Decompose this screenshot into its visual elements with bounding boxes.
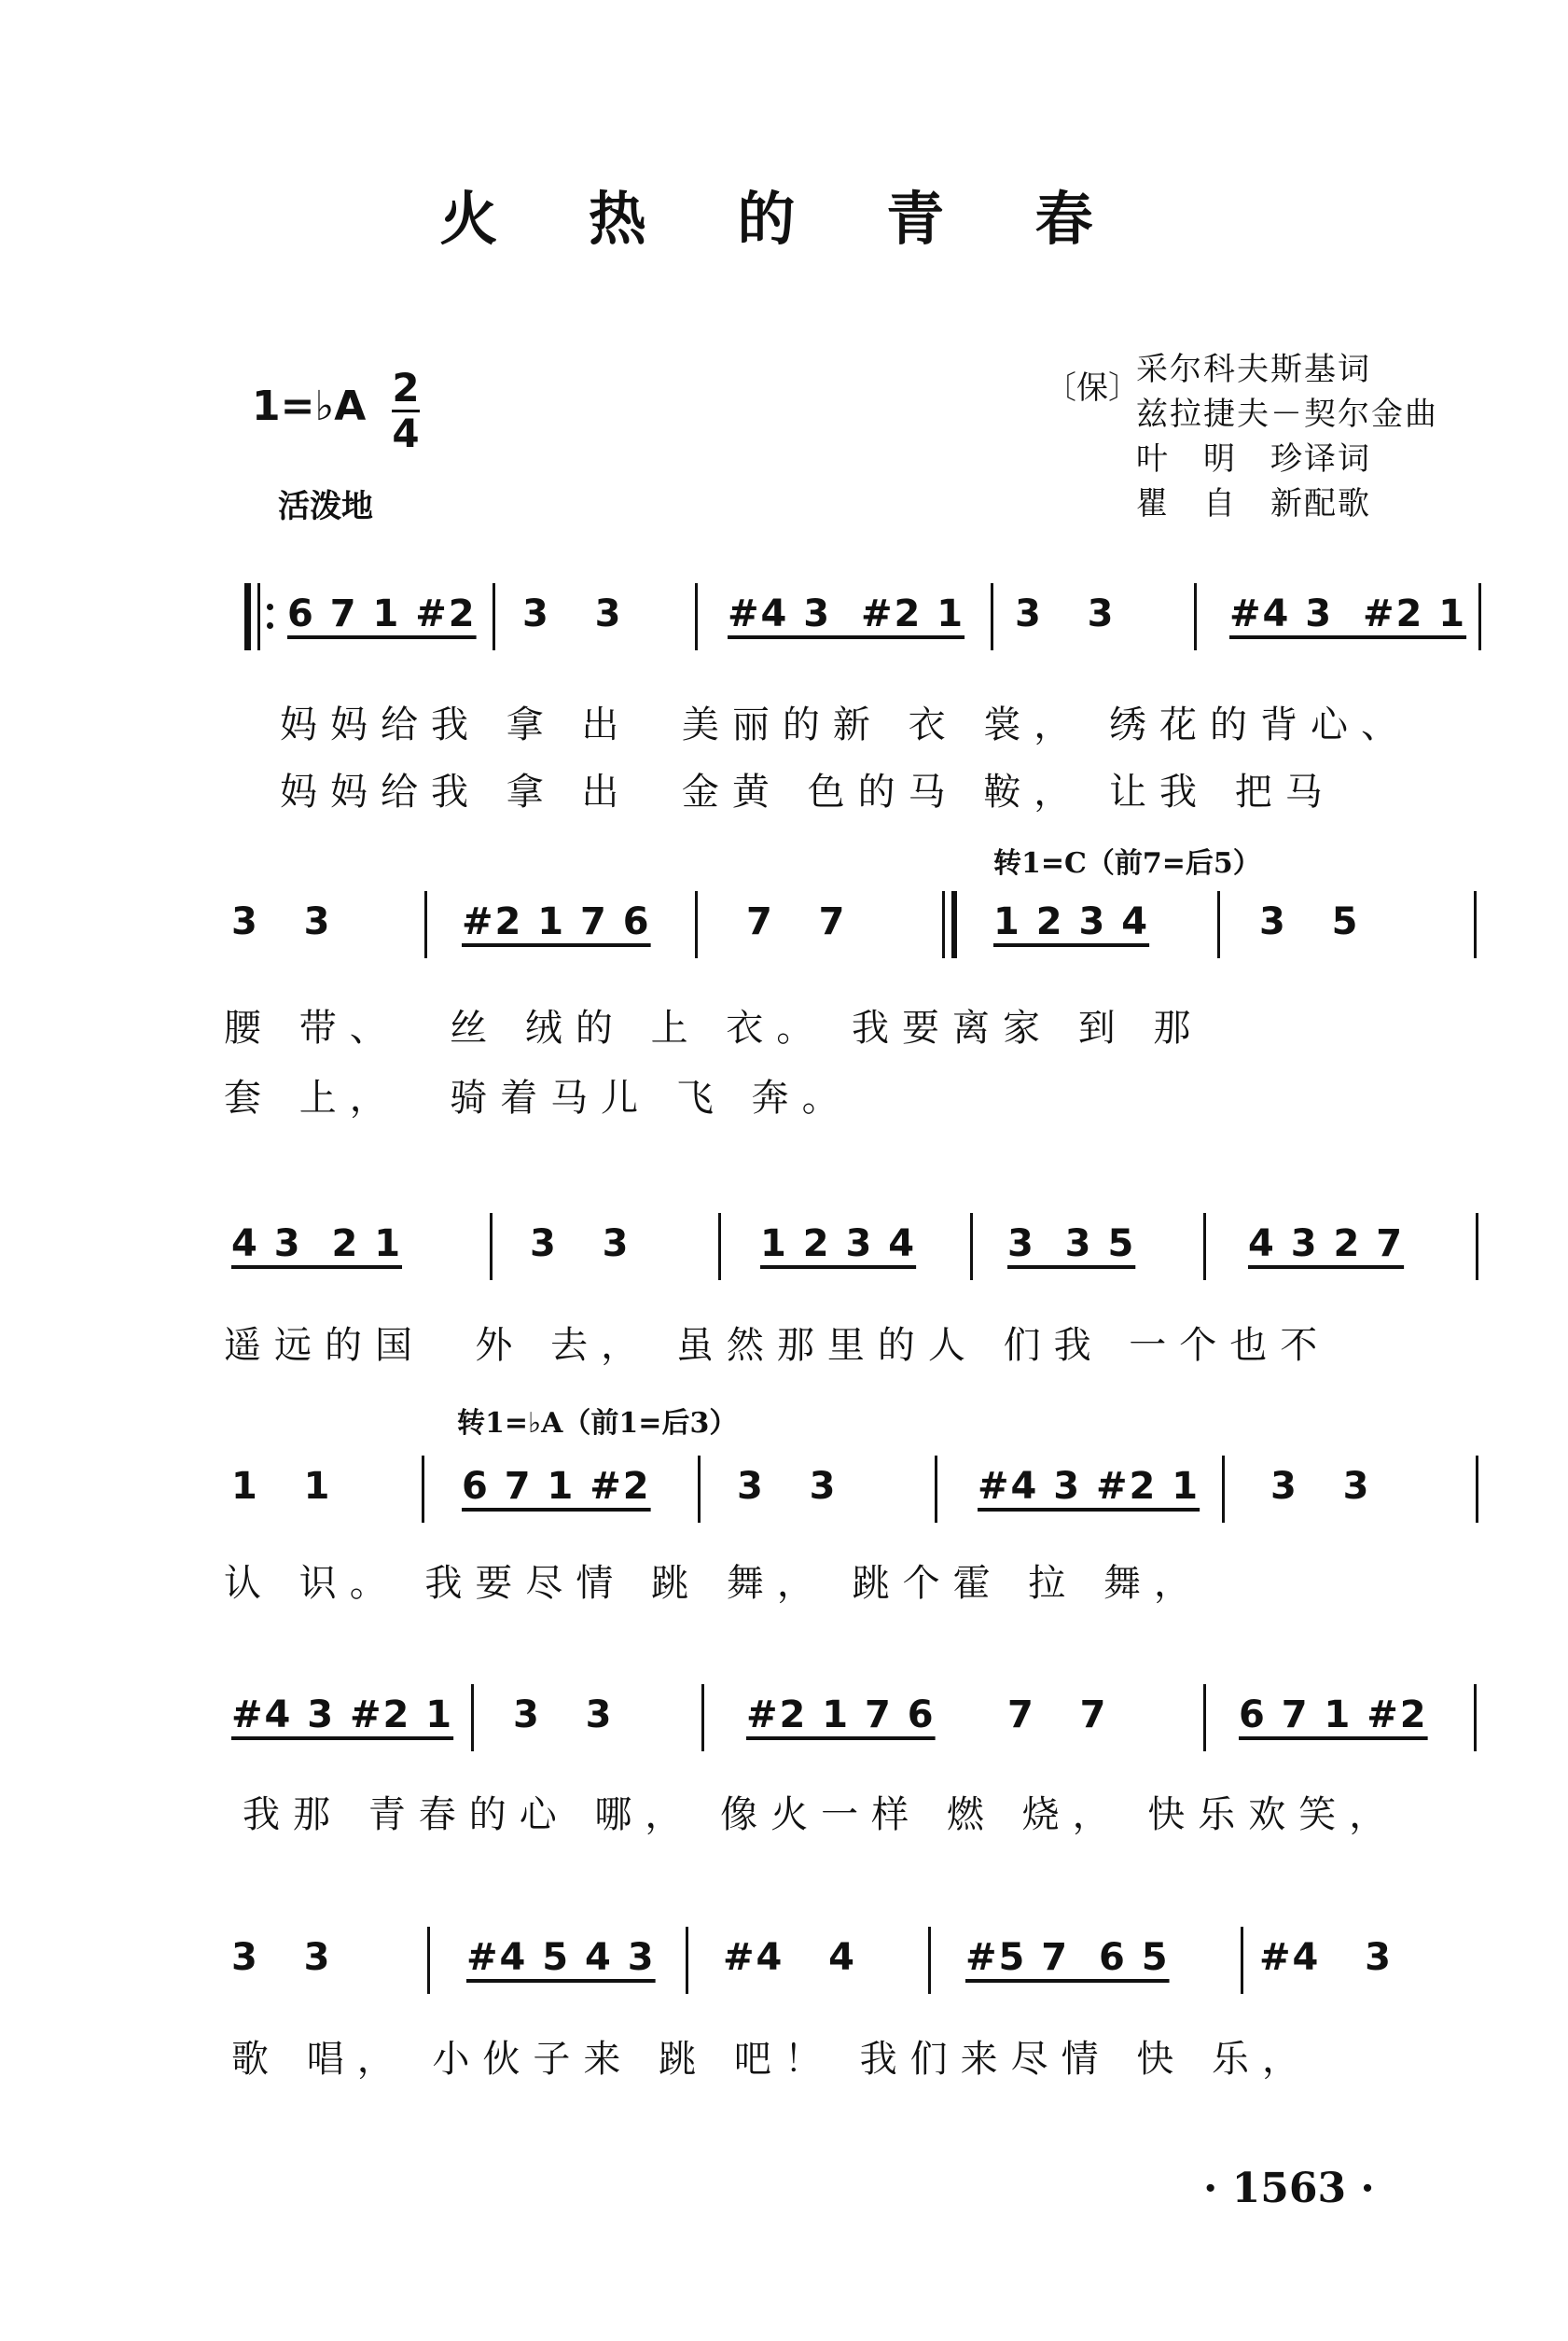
bar-line [991,583,993,650]
page-number: · 1563 · [1203,2165,1375,2212]
credits-prefix: 〔保〕 [1045,369,1140,407]
measure: #4 3 #2 1 [728,592,965,635]
measure: #4 3 [1259,1936,1393,1979]
bar-line [928,1927,931,1994]
lyric-line-1: 歌 唱， 小伙子来 跳 吧！ 我们来尽情 快 乐， [231,2038,1313,2081]
bar-line [1476,1456,1478,1523]
tempo-marking: 活泼地 [278,488,373,525]
lyric-line-1: 腰 带、 丝 绒的 上 衣。 我要离家 到 那 [224,1007,1204,1050]
measure: #5 7 6 5 [965,1936,1170,1979]
credit-line-translator: 叶 明 珍译词 [1136,440,1371,478]
credit-line-lyricist: 采尔科夫斯基词 [1136,351,1371,388]
bar-line [1203,1213,1206,1280]
measure: 3 3 [231,1936,332,1979]
bar-line [1194,583,1197,650]
measure: 3 5 [1259,900,1360,943]
bar-line [1241,1927,1243,1994]
measure: 1 2 3 4 [993,900,1150,943]
measure: 4 3 2 7 [1248,1222,1405,1265]
measure: #2 1 7 6 [462,900,651,943]
bar-line [493,583,495,650]
measure: 3 3 [1270,1465,1371,1508]
measure: 3 3 [737,1465,838,1508]
bar-line [427,1927,430,1994]
measure: 3 3 [1015,592,1116,635]
measure: 3 3 5 [1007,1222,1136,1265]
measure: 6 7 1 #2 [287,592,477,635]
measure: #4 4 [723,1936,856,1979]
modulation-marking: 转1=♭A（前1=后3） [457,1407,738,1440]
credit-line-arranger: 瞿 自 新配歌 [1136,485,1371,523]
notation-row [0,1684,1568,1749]
bar-line [1478,583,1481,650]
lyric-line-1: 我那 青春的心 哪， 像火一样 燃 烧， 快乐欢笑， [243,1793,1400,1836]
bar-line [490,1213,493,1280]
measure: #4 3 #2 1 [1229,592,1467,635]
measure: #4 5 4 3 [466,1936,656,1979]
notation-row [0,1456,1568,1521]
lyric-line-2: 套 上， 骑着马儿 飞 奔。 [224,1077,853,1120]
bar-line [698,1456,701,1523]
bar-line [701,1684,704,1751]
measure: 1 2 3 4 [760,1222,917,1265]
credit-line-composer: 兹拉捷夫－契尔金曲 [1136,396,1438,433]
song-title: 火 热 的 青 春 [439,185,1129,253]
notation-row [0,1927,1568,1992]
measure: 7 7 [1007,1693,1108,1736]
measure: 4 3 2 1 [231,1222,403,1265]
measure: 3 3 [530,1222,631,1265]
bar-line [424,891,427,958]
lyric-line-1: 认 识。 我要尽情 跳 舞， 跳个霍 拉 舞， [224,1562,1205,1605]
lyric-line-1: 妈妈给我 拿 出 美丽的新 衣 裳， 绣花的背心、 [280,704,1412,746]
measure: 1 1 [231,1465,332,1508]
measure: #4 3 #2 1 [978,1465,1200,1508]
key-signature: 1=♭A [252,383,367,430]
bar-line [970,1213,973,1280]
time-signature [392,365,420,456]
bar-line [1474,891,1477,958]
meter-top: 2 [392,365,420,411]
bar-line [942,891,945,958]
measure: 3 3 [231,900,332,943]
bar-line [471,1684,474,1751]
bar-line [686,1927,688,1994]
measure: 7 7 [746,900,847,943]
lyric-line-1: 遥远的国 外 去， 虽然那里的人 们我 一个也不 [224,1324,1331,1367]
notation-row [0,891,1568,956]
bar-line [1474,1684,1477,1751]
meter-bottom: 4 [392,411,420,456]
bar-line [1203,1684,1206,1751]
lyric-line-2: 妈妈给我 拿 出 金黄 色的马 鞍， 让我 把马 [280,771,1336,814]
notation-row [0,583,1568,648]
bar-line [1476,1213,1478,1280]
bar-line [422,1456,424,1523]
measure: 3 3 [522,592,623,635]
bar-line [1217,891,1220,958]
measure: 6 7 1 #2 [462,1465,651,1508]
modulation-marking: 转1=C（前7=后5） [993,847,1261,880]
measure: #4 3 #2 1 [231,1693,454,1736]
measure: #2 1 7 6 [746,1693,936,1736]
bar-line [1222,1456,1225,1523]
bar-line [695,891,698,958]
bar-line [695,583,698,650]
bar-line [935,1456,937,1523]
measure: 6 7 1 #2 [1239,1693,1428,1736]
notation-row [0,1213,1568,1278]
measure: 3 3 [513,1693,614,1736]
double-bar-line [951,891,957,958]
bar-line [718,1213,721,1280]
